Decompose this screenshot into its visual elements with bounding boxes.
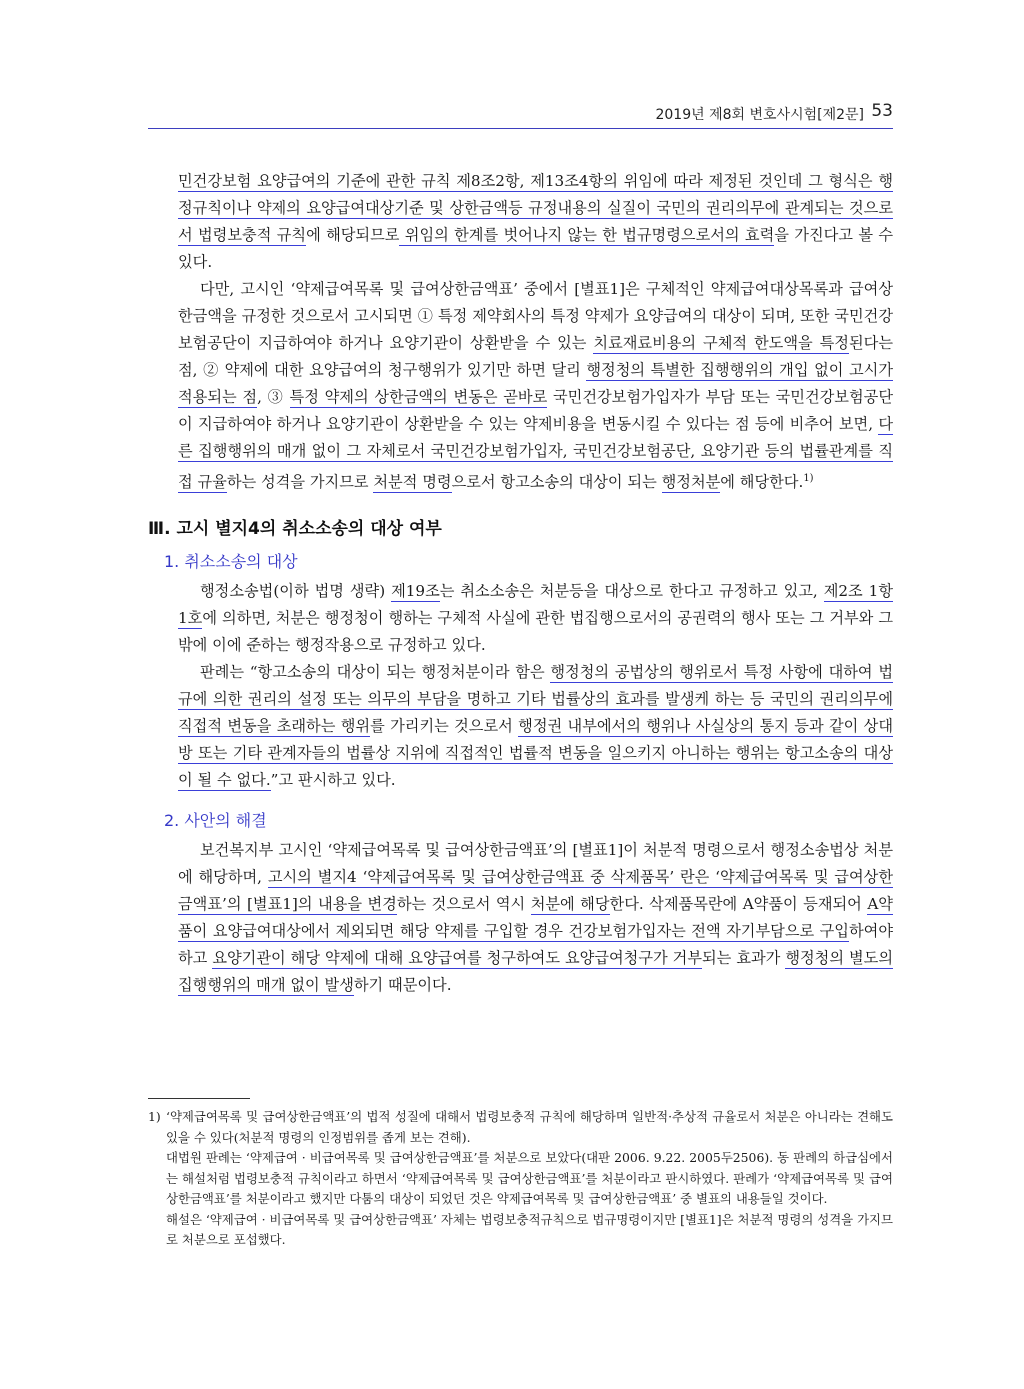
underlined-phrase: 행정권 내부에서의 행위나 사실상의 통지 등과 같이 상대방 또는 기타 관계자들의 법률상 지위에 직접적인 법률적 변동을 일으키지 아니하는 행위는 항고소송의 대상이 될 수 없다. [178, 717, 894, 790]
page-number: 53 [871, 101, 893, 121]
text-run: 되는 효과가 [702, 949, 786, 968]
underlined-phrase: 민건강보험 요양급여의 기준에 관한 규칙 제8조2항, 제13조4항의 위임에 따라 제정된 것인데 그 형식은 행정규칙이나 약제의 요양급여대상기준 및 상한금액등 규정내용의 실질이 국민의 권리의무에 관계되는 것으로서 법령보충적 규칙 [178, 172, 893, 244]
underlined-phrase: 제19조 [391, 582, 440, 601]
footnote-number: 1) [148, 1109, 161, 1124]
footnote-rule [148, 1098, 250, 1099]
underlined-phrase: 다른 집행행위의 매개 없이 그 자체로서 국민건강보험가입자, 국민건강보험공단, 요양기관 등의 법률관계를 직접 규율 [178, 415, 893, 492]
intro-paragraph-2 [178, 276, 893, 496]
underlined-phrase: 행정청의 공법상의 행위로서 특정 사항에 대하여 법규에 의한 권리의 설정 또는 의무의 부담을 명하고 기타 법률상의 효과를 발생케 하는 등 국민의 권리의무에 직접적 변동을 초래하는 행위 [178, 663, 894, 736]
underlined-phrase: 처분적 명령 [373, 473, 452, 492]
underlined-phrase: 위임의 한계를 벗어나지 않는 한 법규명령으로서의 효력 [399, 226, 775, 244]
text-run: 에 해당되므로 [306, 226, 400, 244]
footnote-line-2: 대법원 판례는 ‘약제급여 · 비급여목록 및 급여상한금액표’를 처분으로 보았다(대판 2006. 9.22. 2005두2506). 동 판례의 하급심에서는 해설처럼 법령보충적 규칙이라고 하면서 ‘약제급여목록 및 급여상한금액표’를 처분이라고 판시하였다. 판례가 ‘약제급여목록 및 급여상한금액표’를 처분이라고 했지만 다툼의 대상이 되었던 것은 약제급여목록 및 급여상한금액표’ 중 별표의 내용들일 것이다. [166, 1150, 893, 1206]
text-run: 에 의하면, 처분은 행정청이 행하는 구체적 사실에 관한 법집행으로서의 공권력의 행사 또는 그 거부와 그 밖에 이에 준하는 행정작용으로 규정하고 있다. [178, 609, 893, 655]
footnotes [148, 1107, 893, 1251]
text-run: 하기 때문이다. [353, 976, 452, 995]
text-run: 에 해당한다. [720, 473, 804, 492]
text-run: 하는 성격을 가지므로 [226, 473, 374, 492]
footnote-text-1: ‘약제급여목록 및 급여상한금액표’의 법적 성질에 대해서 법령보충적 규칙에 해당하며 일반적·추상적 규율로서 처분은 아니라는 견해도 있을 수 있다(처분적 명령의 인정범위를 좁게 보는 견해). [166, 1109, 893, 1145]
text-run: 된다는 점, ② 약제에 대한 요양급여의 청구행위가 있기만 하면 달리 [178, 334, 893, 379]
text-run: 국민건강보험가입자가 부담 또는 국민건강보험공단이 지급하여야 하거나 요양기관이 상환받을 수 있는 약제비용을 변동시킬 수 있다는 점 등에 비추어 보면, [178, 388, 893, 433]
page-header [0, 0, 1024, 128]
text-run: ”고 판시하고 있다. [270, 771, 396, 790]
text-run: 하여야 하고 [178, 922, 893, 968]
text-run: 행정소송법(이하 법명 생략) [200, 582, 392, 601]
text-run: 를 가리키는 것으로서 [370, 717, 519, 736]
text-run: , ③ [257, 388, 290, 406]
running-title: 2019년 제8회 변호사시험[제2문] [655, 107, 864, 123]
intro-paragraph-2-text [178, 280, 893, 493]
subsection-2-paragraph-1 [178, 837, 893, 999]
text-run: 는 취소소송은 처분등을 대상으로 한다고 규정하고 있고, [439, 582, 824, 601]
underlined-phrase: 요양기관이 해당 약제에 대해 요양급여를 청구하여도 요양급여청구가 거부 [212, 949, 702, 968]
text-run: 한다. 삭제품목란에 A약품이 등재되어 [609, 895, 868, 914]
underlined-phrase: 행정청의 별도의 집행행위의 매개 없이 발생 [178, 949, 894, 995]
intro-paragraph-1 [178, 168, 893, 276]
subsection-1-paragraph-2 [178, 659, 893, 794]
section-3-title: Ⅲ. 고시 별지4의 취소소송의 대상 여부 [148, 519, 442, 540]
subsection-2-title: 2. 사안의 해결 [164, 811, 267, 831]
underlined-phrase: 제2조 1항 1호 [178, 582, 893, 628]
underlined-phrase: 특정 약제의 상한금액의 변동은 곧바로 [289, 388, 548, 406]
subsection-1-title: 1. 취소소송의 대상 [164, 552, 298, 572]
underlined-phrase: 행정청의 특별한 집행행위의 개입 없이 고시가 적용되는 점 [178, 361, 893, 406]
text-run: 다만, 고시인 ‘약제급여목록 및 급여상한금액표’ 중에서 [별표1]은 구체적인 약제급여대상목록과 급여상한금액을 규정한 것으로서 고시되면 ① 특정 제약회사의 특정 약제가 요양급여의 대상이 되며, 또한 국민건강보험공단이 지급하여야 하거나 요양기관이 상환받을 수 있는 [178, 280, 893, 352]
footnote-ref: 1) [803, 473, 814, 484]
text-run: 하는 것으로서 역시 [396, 895, 531, 914]
text-run: 보건복지부 고시인 ‘약제급여목록 및 급여상한금액표’의 [별표1]이 처분적 명령으로서 행정소송법상 처분에 해당하며, [178, 841, 893, 887]
underlined-phrase: 처분에 해당 [530, 895, 610, 914]
header-rule [148, 128, 893, 129]
subsection-1-paragraph-1 [178, 578, 893, 659]
text-run: 판례는 “항고소송의 대상이 되는 행정처분이라 함은 [200, 663, 551, 682]
text-run: 으로서 항고소송의 대상이 되는 [451, 473, 662, 492]
footnote-line-3: 해설은 ‘약제급여 · 비급여목록 및 급여상한금액표’ 자체는 법령보충적규칙으로 법규명령이지만 [별표1]은 처분적 명령의 성격을 가지므로 처분으로 포섭했다. [166, 1211, 893, 1247]
underlined-phrase: 행정처분 [661, 473, 721, 492]
underlined-phrase: A약품이 요양급여대상에서 제외되면 해당 약제를 구입할 경우 건강보험가입자는 전액 자기부담으로 구입 [178, 895, 893, 941]
footnote-line-1 [148, 1107, 893, 1148]
underlined-phrase: 치료재료비용의 구체적 한도액을 특정 [593, 334, 849, 352]
text-run: 을 가진다고 볼 수 있다. [178, 226, 894, 271]
underlined-phrase: 고시의 별지4 ‘약제급여목록 및 급여상한금액표 중 삭제품목’ 란은 ‘약제급여목록 및 급여상한금액표’의 [별표1]의 내용을 변경 [178, 868, 893, 914]
main-content [148, 168, 894, 999]
